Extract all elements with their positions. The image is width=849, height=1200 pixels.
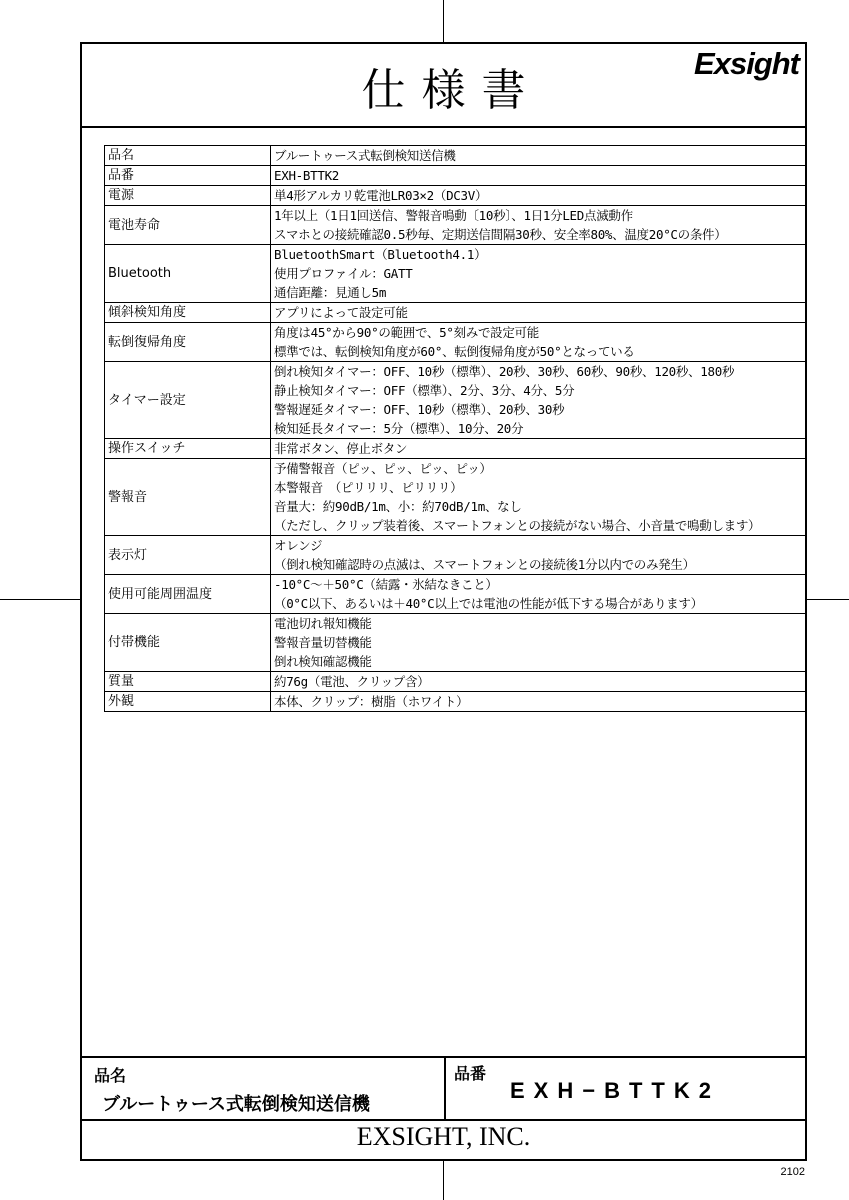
spec-value: [271, 146, 807, 166]
spec-value-line: 使用プロファイル：GATT: [274, 266, 413, 281]
spec-value: [271, 166, 807, 186]
spec-value-line: 単4形アルカリ乾電池LR03×2（DC3V）: [274, 188, 488, 203]
spec-value: [271, 186, 807, 206]
spec-value-line: 標準では、転倒検知角度が60°、転倒復帰角度が50°となっている: [274, 344, 635, 359]
spec-row: [105, 439, 807, 459]
spec-label: 使用可能周囲温度: [105, 575, 271, 614]
spec-label: Bluetooth: [105, 245, 271, 303]
spec-row: [105, 614, 807, 672]
spec-value-line: 通信距離：見通し5m: [274, 285, 387, 300]
title-band: [82, 44, 805, 128]
spec-value: [271, 692, 807, 712]
registration-mark-right: [807, 599, 849, 600]
spec-row: [105, 245, 807, 303]
spec-label: 操作スイッチ: [105, 439, 271, 459]
spec-row: [105, 672, 807, 692]
spec-value-line: （0°C以下、あるいは＋40°C以上では電池の性能が低下する場合があります）: [274, 596, 703, 611]
spec-value-line: 非常ボタン、停止ボタン: [274, 441, 408, 456]
spec-value-line: 警報音量切替機能: [274, 635, 372, 650]
spec-label: タイマー設定: [105, 362, 271, 439]
spec-value-line: 警報遅延タイマー：OFF、10秒（標準）、20秒、30秒: [274, 402, 565, 417]
spec-value: [271, 362, 807, 439]
footer-divider: [444, 1058, 446, 1119]
spec-row: [105, 575, 807, 614]
spec-row: [105, 692, 807, 712]
spec-row: [105, 303, 807, 323]
spec-label: 傾斜検知角度: [105, 303, 271, 323]
spec-value: [271, 575, 807, 614]
spec-label: 転倒復帰角度: [105, 323, 271, 362]
spec-label: 警報音: [105, 459, 271, 536]
registration-mark-bottom: [443, 1161, 444, 1200]
spec-value-line: 検知延長タイマー：5分（標準）、10分、20分: [274, 421, 524, 436]
spec-value-line: 1年以上（1日1回送信、警報音鳴動〔10秒〕、1日1分LED点滅動作: [274, 208, 633, 223]
spec-value-line: 本体、クリップ：樹脂（ホワイト）: [274, 694, 469, 709]
company-logo: Exsight: [694, 46, 799, 81]
spec-label: 質量: [105, 672, 271, 692]
spec-value-line: オレンジ: [274, 538, 323, 553]
footer-product-code: EXH−BTTK2: [510, 1078, 720, 1103]
spec-value-line: 電池切れ報知機能: [274, 616, 372, 631]
spec-label: 付帯機能: [105, 614, 271, 672]
spec-label: 品名: [105, 146, 271, 166]
spec-row: [105, 536, 807, 575]
spec-value: [271, 672, 807, 692]
spec-value-line: アプリによって設定可能: [274, 305, 408, 320]
spec-value-line: 音量大：約90dB/1m、小：約70dB/1m、なし: [274, 499, 522, 514]
spec-row: [105, 206, 807, 245]
spec-value: [271, 536, 807, 575]
spec-value-line: 予備警報音（ピッ、ピッ、ピッ、ピッ）: [274, 461, 492, 476]
spec-value-line: -10°C～＋50°C（結露・氷結なきこと）: [274, 577, 498, 592]
spec-label: 外観: [105, 692, 271, 712]
spec-value: [271, 206, 807, 245]
registration-mark-top: [443, 0, 444, 42]
spec-value: [271, 459, 807, 536]
page-number: 2102: [780, 1166, 805, 1178]
spec-label: 品番: [105, 166, 271, 186]
spec-value: [271, 245, 807, 303]
spec-value-line: （ただし、クリップ装着後、スマートフォンとの接続がない場合、小音量で鳴動します）: [274, 518, 761, 533]
spec-value-line: 静止検知タイマー：OFF（標準）、2分、3分、4分、5分: [274, 383, 575, 398]
spec-value-line: 角度は45°から90°の範囲で、5°刻みで設定可能: [274, 325, 539, 340]
footer-info-row: [82, 1058, 805, 1121]
spec-value-line: 倒れ検知タイマー：OFF、10秒（標準）、20秒、30秒、60秒、90秒、120秒、180秒: [274, 364, 735, 379]
document-title: 仕様書: [361, 65, 542, 116]
footer: [82, 1056, 805, 1159]
spec-label: 電源: [105, 186, 271, 206]
footer-company-name: EXSIGHT, INC.: [356, 1122, 531, 1151]
spec-value-line: スマホとの接続確認0.5秒毎、定期送信間隔30秒、安全率80%、温度20°Cの条件）: [274, 227, 727, 242]
footer-product-name: ブルートゥース式転倒検知送信機: [102, 1094, 370, 1115]
spec-row: [105, 459, 807, 536]
spec-row: [105, 166, 807, 186]
spec-label: 表示灯: [105, 536, 271, 575]
spec-value-line: 倒れ検知確認機能: [274, 654, 372, 669]
spec-value-line: 本警報音 （ピリリリ、ピリリリ）: [274, 480, 463, 495]
registration-mark-left: [0, 599, 80, 600]
spec-value-line: BluetoothSmart（Bluetooth4.1）: [274, 247, 487, 262]
spec-value: [271, 303, 807, 323]
spec-row: [105, 146, 807, 166]
spec-value-line: EXH-BTTK2: [274, 168, 340, 183]
spec-row: [105, 323, 807, 362]
spec-row: [105, 362, 807, 439]
spec-table: [104, 145, 807, 712]
spec-row: [105, 186, 807, 206]
spec-value-line: 約76g（電池、クリップ含）: [274, 674, 430, 689]
footer-name-label: 品名: [94, 1066, 127, 1085]
spec-value: [271, 614, 807, 672]
spec-value: [271, 439, 807, 459]
footer-code-label: 品番: [454, 1064, 487, 1083]
spec-value-line: ブルートゥース式転倒検知送信機: [274, 148, 456, 163]
spec-label: 電池寿命: [105, 206, 271, 245]
spec-value-line: （倒れ検知確認時の点滅は、スマートフォンとの接続後1分以内でのみ発生）: [274, 557, 695, 572]
spec-sheet: [80, 42, 807, 1161]
spec-value: [271, 323, 807, 362]
